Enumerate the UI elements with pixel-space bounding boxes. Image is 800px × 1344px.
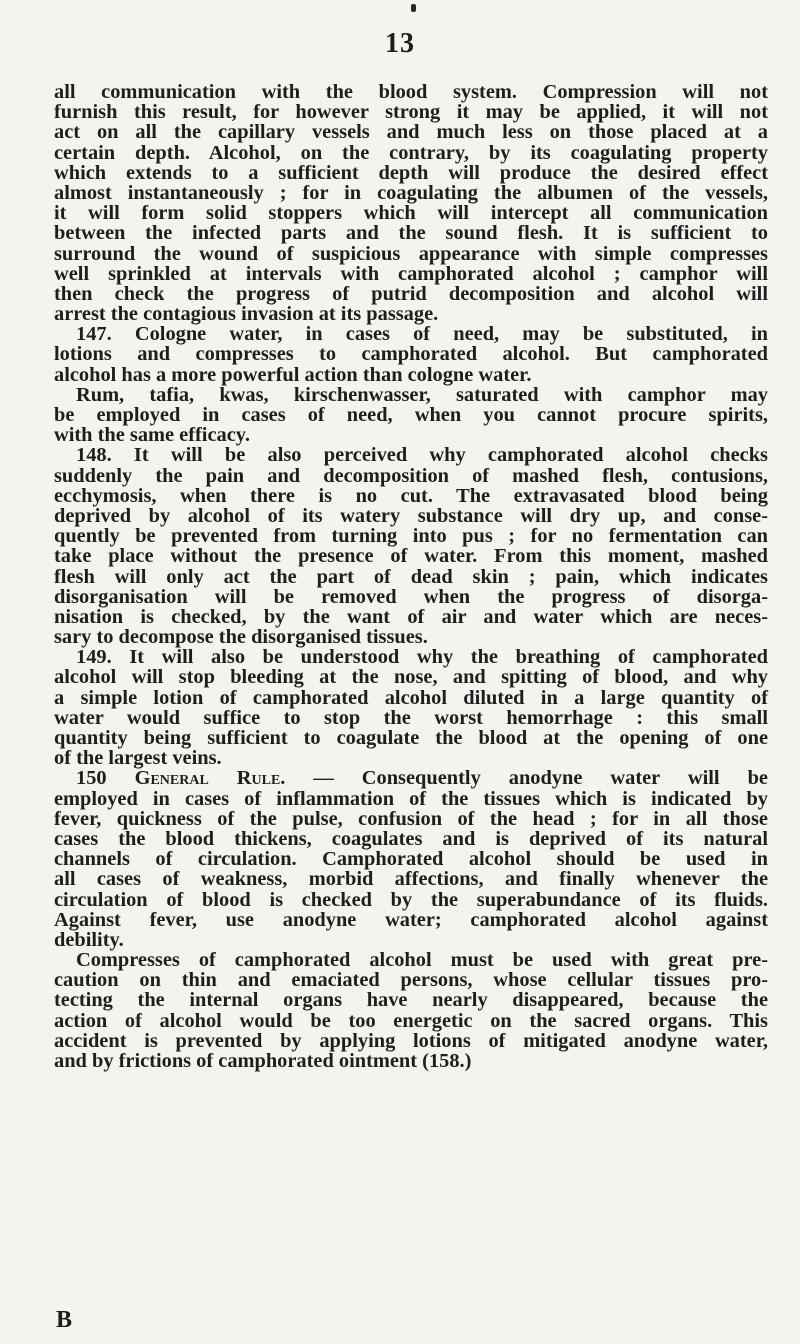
text-line: a simple lotion of camphorated alcohol diluted in a large quantity of (54, 686, 768, 709)
text-line: be employed in cases of need, when you cannot procure spirits, (54, 404, 768, 426)
text-block-1 (54, 82, 768, 768)
text-line-rule-heading (54, 768, 768, 788)
text-line: tecting the internal organs have nearly disappeared, because the (54, 989, 768, 1012)
text-line: channels of circulation. Camphorated alcohol should be used in (54, 848, 768, 871)
text-line: then check the progress of putrid decomposition and alcohol will (54, 282, 768, 305)
text-line: Rum, tafia, kwas, kirschenwasser, saturated with camphor may (76, 383, 768, 406)
rule-heading: 150 General Rule. — (76, 767, 334, 790)
text-line: arrest the contagious invasion at its passage. (54, 303, 439, 326)
text-line: of the largest veins. (54, 747, 222, 770)
text-line: almost instantaneously ; for in coagulating the albumen of the vessels, (54, 181, 768, 204)
text-line: cases the blood thickens, coagulates and is deprived of its natural (54, 827, 768, 850)
text-line: 149. It will also be understood why the breathing of camphorated (76, 646, 768, 669)
text-line: alcohol will stop bleeding at the nose, and spitting of blood, and why (54, 666, 768, 689)
text-line: circulation of blood is checked by the superabundance of its fluids. (54, 888, 768, 911)
text-line: sary to decompose the disorganised tissues. (54, 626, 428, 649)
text-line: and by frictions of camphorated ointment (158.) (54, 1050, 472, 1072)
text-line: with the same efficacy. (54, 424, 250, 447)
text-line: water would suffice to stop the worst hemorrhage : this small (54, 706, 768, 729)
text-line: quantity being sufficient to coagulate the blood at the opening of one (54, 727, 768, 749)
ink-mark (411, 4, 416, 12)
signature-mark: B (56, 1307, 73, 1333)
rule-first-line: Consequently anodyne water will be (361, 767, 768, 790)
text-line: accident is prevented by applying lotions of mitigated anodyne water, (54, 1029, 768, 1052)
text-line: ecchymosis, when there is no cut. The extravasated blood being (54, 484, 768, 507)
text-line: action of alcohol would be too energetic on the sacred organs. This (54, 1009, 768, 1032)
text-line: between the infected parts and the sound flesh. It is sufficient to (54, 222, 768, 245)
text-line: Against fever, use anodyne water; camphorated alcohol against (54, 908, 768, 931)
text-line: fever, quickness of the pulse, confusion of the head ; for in all those (54, 807, 768, 830)
text-line: suddenly the pain and decomposition of mashed flesh, contusions, (54, 464, 768, 487)
text-line: furnish this result, for however strong it may be applied, it will not (54, 101, 768, 124)
text-line: all cases of weakness, morbid affections, and finally whenever the (54, 868, 768, 891)
text-line: caution on thin and emaciated persons, whose cellular tissues pro- (54, 969, 768, 992)
text-line: it will form solid stoppers which will intercept all communication (54, 202, 768, 225)
text-line: Compresses of camphorated alcohol must be used with great pre- (76, 949, 768, 972)
text-line: surround the wound of suspicious appearance with simple compresses (54, 242, 768, 265)
text-block-2 (54, 789, 768, 1072)
text-line: alcohol has a more powerful action than cologne water. (54, 363, 532, 386)
text-line: which extends to a sufficient depth will produce the desired effect (54, 161, 768, 184)
text-line: deprived by alcohol of its watery substance will dry up, and conse- (54, 504, 768, 527)
text-line: 148. It will be also perceived why camphorated alcohol checks (76, 444, 768, 467)
text-line: 147. Cologne water, in cases of need, may be substituted, in (76, 323, 768, 346)
text-line: nisation is checked, by the want of air and water which are neces- (54, 605, 768, 628)
text-line: quently be prevented from turning into pus ; for no fermentation can (54, 525, 768, 548)
text-line: employed in cases of inflammation of the tissues which is indicated by (54, 787, 768, 810)
text-line: certain depth. Alcohol, on the contrary, by its coagulating property (54, 141, 768, 164)
body-text (54, 82, 768, 1071)
text-line: flesh will only act the part of dead skin ; pain, which indicates (54, 565, 768, 588)
text-line: take place without the presence of water. From this moment, mashed (54, 545, 768, 568)
text-line: disorganisation will be removed when the progress of disorga- (54, 585, 768, 608)
page-number: 13 (385, 28, 415, 59)
text-line: debility. (54, 928, 124, 951)
text-line: act on all the capillary vessels and much less on those placed at a (54, 121, 768, 144)
text-line: all communication with the blood system. Compression will not (54, 81, 768, 103)
text-line: lotions and compresses to camphorated alcohol. But camphorated (54, 343, 768, 366)
text-line: well sprinkled at intervals with camphorated alcohol ; camphor will (54, 262, 768, 285)
